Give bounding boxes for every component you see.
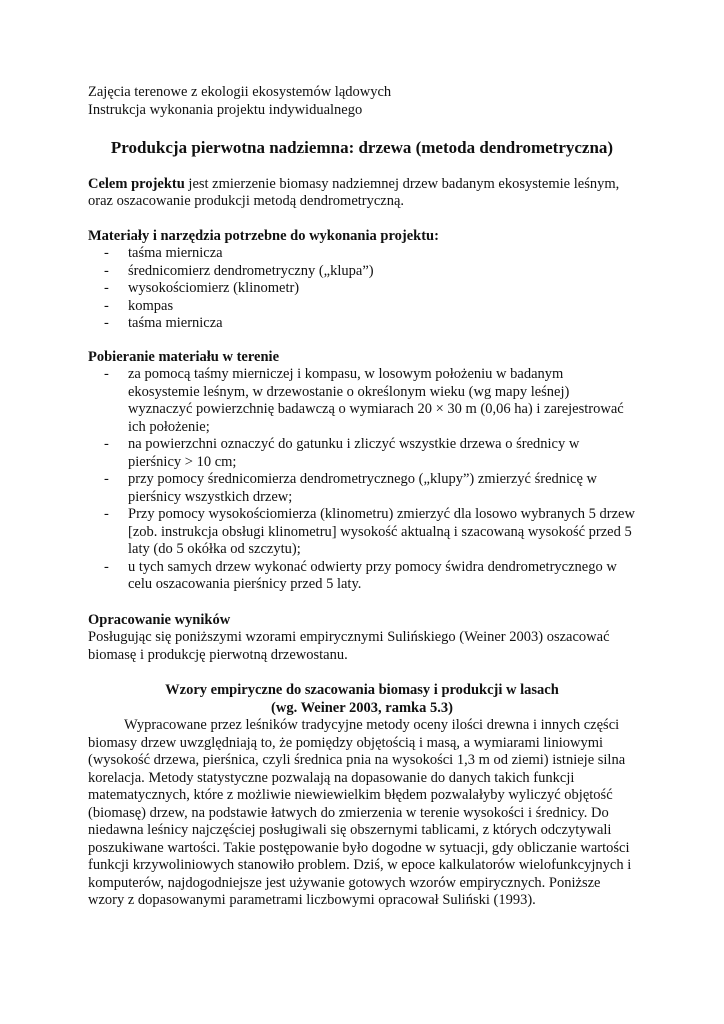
fieldwork-step-text: u tych samych drzew wykonać odwierty przy pomocy świdra dendrometrycznego w celu oszacowania pierśnicy przed 5 laty. [128, 558, 617, 592]
fieldwork-step-text: za pomocą taśmy mierniczej i kompasu, w losowym położeniu w badanym ekosystemie leśnym, w drzewostanie o określonym wieku (wg mapy leśnej) wyznaczyć powierzchnię badawczą o wymiarach 20 × 30 m (0,06 ha) i zarejestrować ich położenie; [128, 366, 624, 435]
course-title: Zajęcia terenowe z ekologii ekosystemów lądowych [88, 84, 392, 100]
project-goal-text: jest zmierzenie biomasy nadziemnej drzew badanym ekosystemie leśnym, oraz oszacowanie produkcji metodą dendrometryczną. [88, 175, 620, 209]
materials-heading: Materiały i narzędzia potrzebne do wykonania projektu: [88, 227, 439, 244]
course-subtitle: Instrukcja wykonania projektu indywidualnego [88, 101, 363, 118]
list-dash: - [104, 297, 109, 314]
fieldwork-step [88, 471, 636, 506]
materials-item [88, 280, 636, 298]
fieldwork-step [88, 559, 636, 594]
fieldwork-list [88, 366, 636, 594]
formulas-heading-line1: Wzory empiryczne do szacowania biomasy i produkcji w lasach [165, 682, 559, 698]
fieldwork-heading: Pobieranie materiału w terenie [88, 348, 279, 365]
list-dash: - [104, 558, 109, 575]
list-dash: - [104, 471, 109, 487]
list-dash: - [104, 506, 109, 522]
course-header [88, 84, 636, 119]
results-text: Posługując się poniższymi wzorami empirycznymi Sulińskiego (Weiner 2003) oszacować biomasę i produkcję pierwotną drzewostanu. [88, 629, 610, 663]
list-dash: - [104, 262, 109, 279]
materials-item-text: taśma miernicza [128, 315, 223, 331]
materials-item-text: taśma miernicza [128, 245, 223, 261]
list-dash: - [104, 436, 109, 452]
list-dash: - [104, 280, 109, 296]
fieldwork-step [88, 506, 636, 559]
materials-item [88, 315, 636, 333]
fieldwork-step [88, 366, 636, 436]
materials-item [88, 245, 636, 263]
fieldwork-step-text: na powierzchni oznaczyć do gatunku i zliczyć wszystkie drzewa o średnicy w pierśnicy > 10 cm; [128, 436, 580, 470]
fieldwork-step [88, 436, 636, 471]
formulas-body-text: Wypracowane przez leśników tradycyjne metody oceny ilości drewna i innych części biomasy drzew uwzględniają to, że pomiędzy objętością i masą, a wymiarami liniowymi (wysokość drzewa, pierśnica, czyli średnica pnia na wysokości 1,3 m od ziemi) istnieje silna korelacja. Metody statystyczne pozwalają na dopasowanie do danych takich funkcji matematycznych, które z możliwie niewiewielkim błędem pozwalałyby wyliczyć objętość (biomasę) drzew, na podstawie łatwych do zmierzenia w terenie wysokości i średnicy. Do niedawna leśnicy najczęściej posługiwali się obszernymi tablicami, z których odczytywali poszukiwane wartości. Takie postępowanie było dogodne w sytuacji, gdy obliczanie wartości funkcji krzywoliniowych stanowiło problem. Dziś, w epoce kalkulatorów wielofunkcyjnych i komputerów, najdogodniejsze jest używanie gotowych wzorów empirycznych. Poniższe wzory z dopasowanymi parametrami liczbowymi opracował Suliński (1993). [88, 717, 632, 908]
list-dash: - [104, 366, 109, 382]
results-heading: Opracowanie wyników [88, 611, 231, 628]
materials-item-text: kompas [128, 297, 174, 314]
list-dash: - [104, 315, 109, 331]
materials-item-text: średnicomierz dendrometryczny („klupa”) [128, 262, 374, 279]
document-page [88, 84, 636, 910]
project-goal [88, 176, 636, 211]
fieldwork-step-text: Przy pomocy wysokościomierza (klinometru) zmierzyć dla losowo wybranych 5 drzew [zob. instrukcja obsługi klinometru] wysokość aktualną i szacowaną wysokość przed 5 laty (do 5 okółka od szczytu); [128, 506, 635, 557]
document-title: Produkcja pierwotna nadziemna: drzewa (metoda dendrometryczna) [110, 138, 614, 157]
project-goal-label: Celem projektu [88, 175, 185, 192]
formulas-heading [88, 682, 636, 717]
formulas-heading-line2: (wg. Weiner 2003, ramka 5.3) [271, 699, 453, 716]
materials-item [88, 263, 636, 281]
materials-item [88, 298, 636, 316]
list-dash: - [104, 245, 109, 261]
materials-item-text: wysokościomierz (klinometr) [128, 280, 300, 296]
fieldwork-step-text: przy pomocy średnicomierza dendrometrycznego („klupy”) zmierzyć średnicę w pierśnicy wszystkich drzew; [128, 471, 598, 505]
materials-list [88, 245, 636, 333]
